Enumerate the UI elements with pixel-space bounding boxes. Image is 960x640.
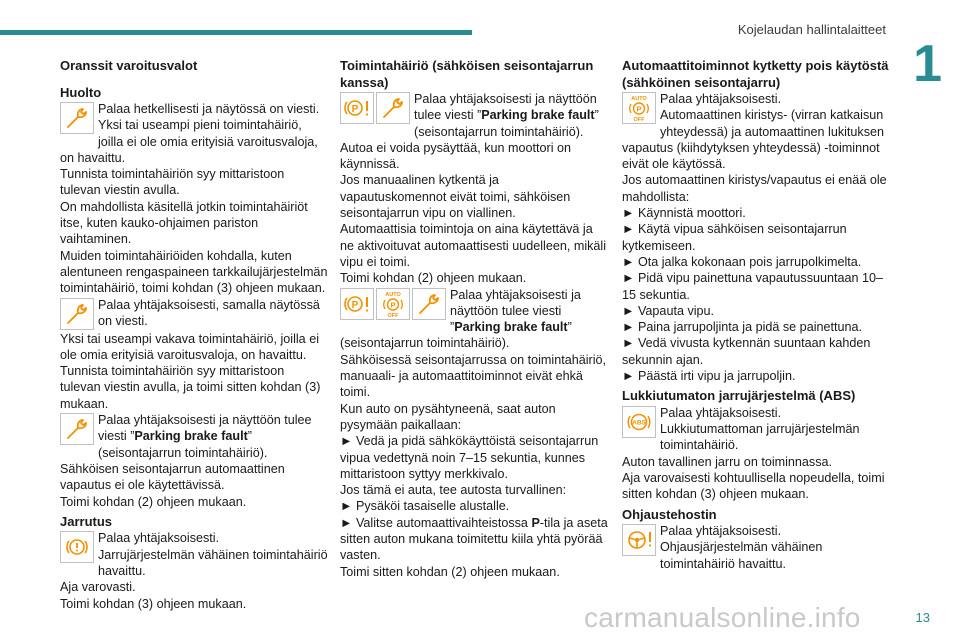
ohjaus-entry bbox=[622, 523, 890, 572]
parking-fault-entry-1 bbox=[340, 91, 608, 140]
auto-p8: ► Vapauta vipu. bbox=[622, 303, 715, 318]
huolto-p5: Muiden toimintahäiriöiden kohdalla, kuten alentuneen rengaspaineen tarkkailujärjestelmän toimintahäiriö, toimi kohdan (3) ohjeen mukaan. bbox=[60, 248, 328, 296]
pb-p6-text: Palaa yhtäjaksoisesti ja näyttöön tulee viesti ” bbox=[450, 287, 581, 335]
auto-off-parking-icon bbox=[376, 288, 410, 320]
pb-p13: Toimi sitten kohdan (2) ohjeen mukaan. bbox=[340, 564, 560, 579]
auto-p2: Automaattinen kiristys- (virran katkaisun yhteydessä) ja automaattinen lukituksen vapautus (kiihdytyksen yhteydessä) -toiminnot eivät ole käytössä. bbox=[622, 108, 885, 172]
wrench-icon bbox=[376, 92, 410, 124]
parking-brake-fault-icon bbox=[340, 92, 374, 124]
pb-p6-message: Parking brake fault bbox=[454, 320, 568, 335]
watermark: carmanualsonline.info bbox=[584, 602, 861, 633]
jarrutus-entry bbox=[60, 530, 328, 579]
column-2 bbox=[340, 58, 608, 580]
svg-text:P: P bbox=[351, 104, 359, 115]
huolto-p9-text: Palaa yhtäjaksoisesti ja näyttöön tulee viesti ” bbox=[98, 413, 312, 444]
pb-p9: ► Vedä ja pidä sähkökäyttöistä seisontajarrun vipua vedettynä noin 7–15 sekuntia, kunnes mittaristoon syttyy merkkivalo. bbox=[340, 434, 599, 481]
wrench-icon bbox=[60, 413, 94, 445]
pb-p12 bbox=[340, 515, 608, 564]
abs-p1: Palaa yhtäjaksoisesti. bbox=[660, 405, 782, 420]
wrench-icon bbox=[412, 288, 446, 320]
pb-p5: Toimi kohdan (2) ohjeen mukaan. bbox=[340, 271, 527, 286]
huolto-p6: Palaa yhtäjaksoisesti, samalla näytössä on viesti. bbox=[98, 297, 320, 328]
jarrutus-p1: Palaa yhtäjaksoisesti. bbox=[98, 531, 220, 546]
huolto-entry-1 bbox=[60, 101, 328, 166]
abs-entry bbox=[622, 405, 890, 454]
pb-p1-text: Palaa yhtäjaksoisesti ja näyttöön tulee viesti ” bbox=[414, 92, 597, 123]
abs-p2: Lukkiutumattoman jarrujärjestelmän toimintahäiriö. bbox=[660, 422, 860, 453]
auto-off-entry bbox=[622, 91, 890, 172]
heading-jarrutus: Jarrutus bbox=[60, 513, 113, 529]
pb-p12-tail: -tila ja aseta sitten auton mukana toimitettu kiila yhtä pyörää vasten. bbox=[340, 515, 608, 563]
page-number: 13 bbox=[915, 610, 930, 625]
pb-p2: Autoa ei voida pysäyttää, kun moottori on käynnissä. bbox=[340, 140, 572, 172]
parking-fault-entry-2 bbox=[340, 287, 608, 352]
huolto-entry-3 bbox=[60, 412, 328, 461]
jarrutus-p3: Aja varovasti. bbox=[60, 580, 136, 595]
huolto-p8: Tunnista toimintahäiriön syy mittaristoon tulevan viestin avulla, ja toimi sitten kohdan (3) mukaan. bbox=[60, 364, 321, 411]
column-3 bbox=[622, 58, 890, 572]
huolto-p9-message: Parking brake fault bbox=[134, 429, 248, 444]
wrench-icon bbox=[60, 298, 94, 330]
heading-ohjaustehostin: Ohjaustehostin bbox=[622, 506, 717, 522]
pb-p11: ► Pysäköi tasaiselle alustalle. bbox=[340, 499, 510, 514]
auto-label: AUTO bbox=[385, 291, 401, 298]
auto-p10: ► Vedä vivusta kytkennän suuntaan kahden sekunnin ajan. bbox=[622, 336, 871, 367]
auto-p4: ► Käynnistä moottori. bbox=[622, 206, 746, 221]
huolto-p10: Sähköisen seisontajarrun automaattinen vapautus ei ole käytettävissä. bbox=[60, 461, 285, 493]
huolto-p7: Yksi tai useampi vakava toimintahäiriö, joilla ei ole omia erityisiä varoitusvaloja, on havaittu. bbox=[60, 331, 319, 362]
auto-p1: Palaa yhtäjaksoisesti. bbox=[660, 92, 782, 106]
pb-p12-mode: P bbox=[531, 515, 540, 530]
heading-abs: Lukkiutumaton jarrujärjestelmä (ABS) bbox=[622, 388, 856, 404]
auto-p6: ► Ota jalka kokonaan pois jarrupolkimelta. bbox=[622, 254, 862, 269]
wrench-icon bbox=[60, 102, 94, 134]
abs-icon bbox=[622, 406, 656, 438]
header-accent-bar bbox=[0, 30, 472, 35]
pb-p6-tail: ” (seisontajarrun toimintahäiriö). bbox=[340, 320, 572, 351]
huolto-p9-tail: ” (seisontajarrun toimintahäiriö). bbox=[98, 429, 268, 460]
auto-off-parking-icon bbox=[622, 92, 656, 124]
pb-p1-message: Parking brake fault bbox=[481, 108, 595, 123]
huolto-entry-2 bbox=[60, 297, 328, 331]
pb-p1-tail: ” (seisontajarrun toimintahäiriö). bbox=[414, 108, 599, 139]
svg-text:P: P bbox=[636, 104, 642, 114]
pb-p7: Sähköisessä seisontajarrussa on toimintahäiriö, manuaali- ja automaattitoiminnot eivät ehkä toimi. bbox=[340, 352, 607, 400]
off-label: OFF bbox=[387, 312, 399, 318]
abs-p4: Aja varovaisesti kohtuullisella nopeudella, toimi sitten kohdan (3) ohjeen mukaan. bbox=[622, 471, 885, 502]
chapter-number: 1 bbox=[913, 35, 942, 93]
auto-p3: Jos automaattinen kiristys/vapautus ei enää ole mahdollista: bbox=[622, 173, 887, 204]
column-1 bbox=[60, 58, 328, 612]
ohjaus-p1: Palaa yhtäjaksoisesti. bbox=[660, 524, 782, 539]
huolto-p4: On mahdollista käsitellä jotkin toimintahäiriöt itse, kuten kauko-ohjaimen pariston vaihtaminen. bbox=[60, 199, 308, 247]
off-label: OFF bbox=[633, 117, 645, 122]
jarrutus-p4: Toimi kohdan (3) ohjeen mukaan. bbox=[60, 596, 247, 611]
svg-text:P: P bbox=[390, 300, 396, 310]
section-title-orange-warnings: Oranssit varoitusvalot bbox=[60, 58, 198, 73]
auto-p11: ► Päästä irti vipu ja jarrupoljin. bbox=[622, 369, 796, 384]
heading-auto-functions-off: Automaattitoiminnot kytketty pois käytöstä (sähköinen seisontajarru) bbox=[622, 58, 889, 90]
huolto-p1: Palaa hetkellisesti ja näytössä on viesti. bbox=[98, 102, 320, 116]
abs-label: ABS bbox=[632, 419, 646, 427]
svg-text:P: P bbox=[351, 299, 359, 311]
heading-parking-brake-fault: Toimintahäiriö (sähköisen seisontajarrun kanssa) bbox=[340, 58, 594, 90]
pb-p8: Kun auto on pysähtyneenä, saat auton pysymään paikallaan: bbox=[340, 401, 556, 432]
heading-huolto: Huolto bbox=[60, 84, 102, 100]
huolto-p3: Tunnista toimintahäiriön syy mittaristoon tulevan viestin avulla. bbox=[60, 167, 285, 198]
huolto-p2: Yksi tai useampi pieni toimintahäiriö, joilla ei ole omia erityisiä varoitusvaloja, on havaittu. bbox=[60, 118, 318, 165]
steering-warning-icon bbox=[622, 524, 656, 556]
pb-p12-text: ► Valitse automaattivaihteistossa bbox=[340, 515, 532, 530]
parking-brake-fault-icon bbox=[340, 288, 374, 320]
brake-warning-icon bbox=[60, 531, 94, 563]
pb-p10: Jos tämä ei auta, tee autosta turvallinen: bbox=[340, 483, 567, 498]
auto-p9: ► Paina jarrupoljinta ja pidä se painettuna. bbox=[622, 320, 863, 335]
huolto-p11: Toimi kohdan (2) ohjeen mukaan. bbox=[60, 494, 247, 509]
auto-p5: ► Käytä vipua sähköisen seisontajarrun kytkemiseen. bbox=[622, 222, 847, 253]
auto-p7: ► Pidä vipu painettuna vapautussuuntaan 10–15 sekuntia. bbox=[622, 271, 884, 302]
abs-p3: Auton tavallinen jarru on toiminnassa. bbox=[622, 454, 833, 469]
huolto-p9 bbox=[60, 412, 328, 461]
pb-p3: Jos manuaalinen kytkentä ja vapautuskomennot eivät toimi, sähköisen seisontajarrun vipu on viallinen. bbox=[340, 173, 571, 221]
auto-label: AUTO bbox=[631, 96, 647, 102]
jarrutus-p2: Jarrujärjestelmän vähäinen toimintahäiriö havaittu. bbox=[98, 547, 328, 578]
ohjaus-p2: Ohjausjärjestelmän vähäinen toimintahäiriö havaittu. bbox=[660, 540, 823, 571]
pb-p4: Automaattisia toimintoja on aina käytettävä ja ne aktivoituvat automaattisesti uudelleen, mikäli vipu ei toimi. bbox=[340, 222, 607, 269]
page-header-title: Kojelaudan hallintalaitteet bbox=[737, 22, 886, 37]
